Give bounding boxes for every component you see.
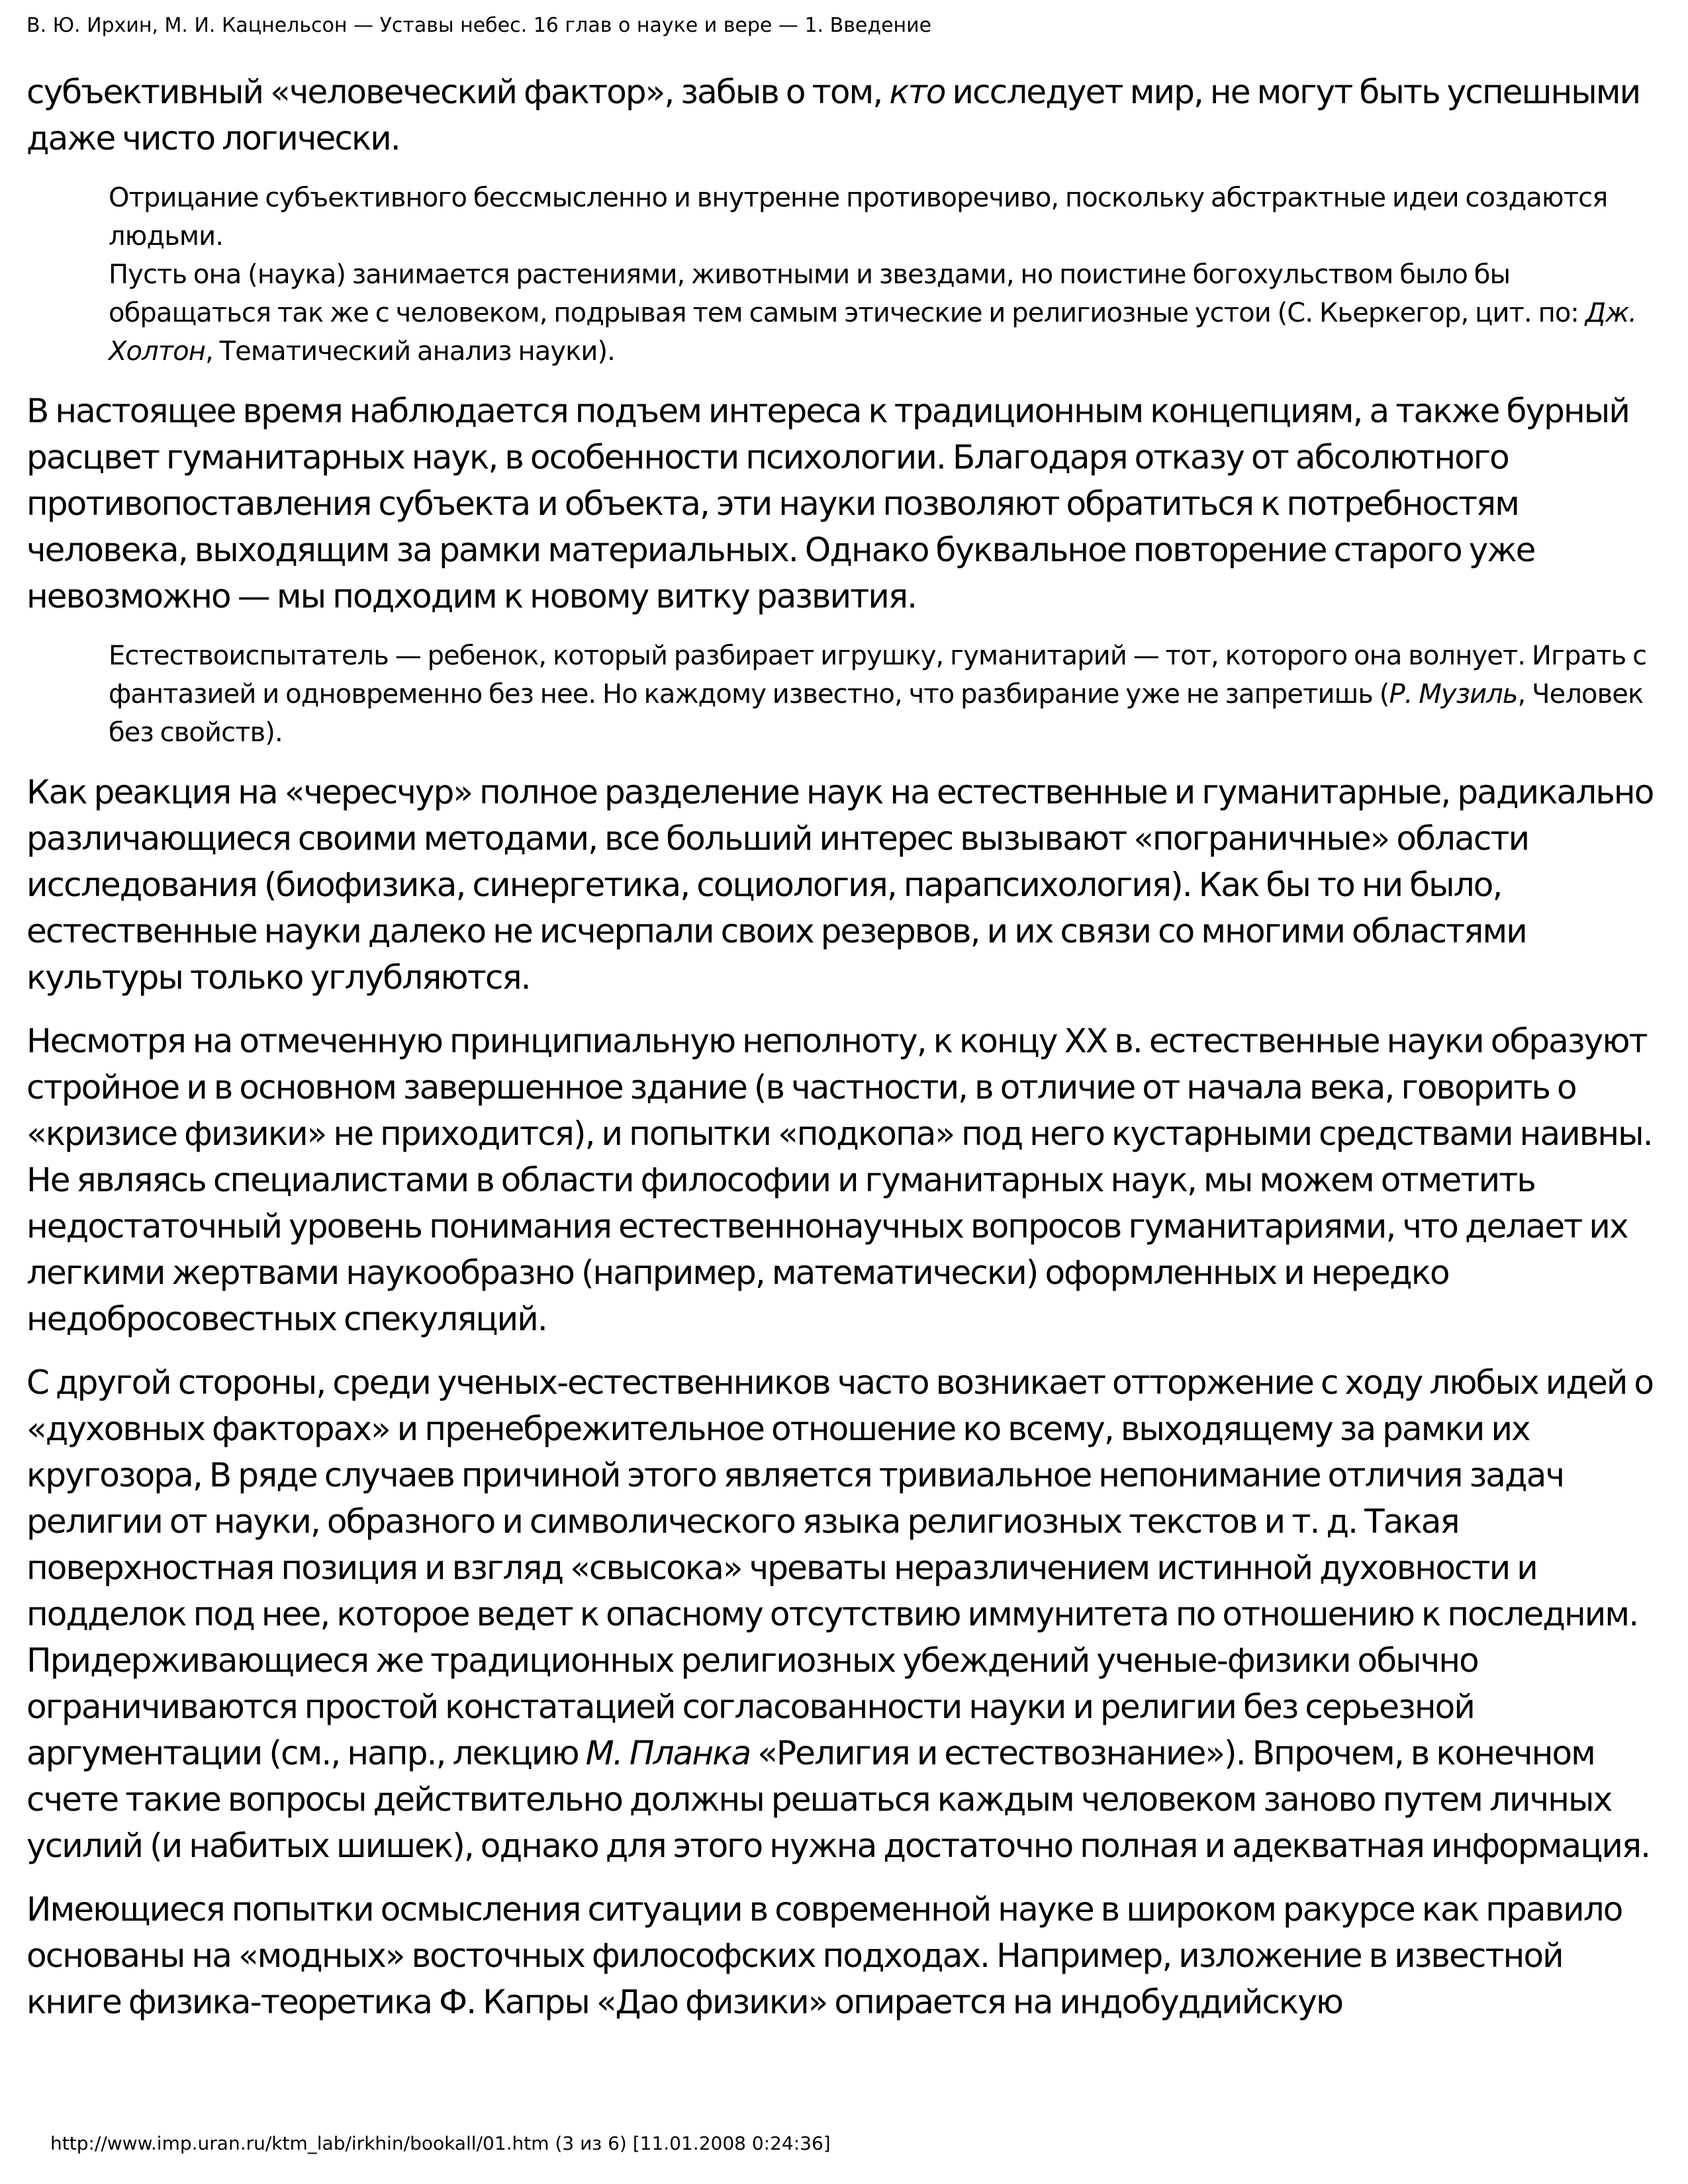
paragraph-5-text-c: «Религия и естествознание»). Впрочем, в конечном счете такие вопросы действительно должны решаться каждым человеком заново путем личных усилий (и набитых шишек), однако для этого нужна достаточно полная и адекватная информация. bbox=[26, 1734, 1650, 1865]
article-body bbox=[26, 69, 1662, 2042]
quote-1-line-2 bbox=[109, 255, 1662, 371]
paragraph-1-text-c: исследует мир, не могут быть успешными даже чисто логически. bbox=[26, 73, 1640, 158]
paragraph-6: Имеющиеся попытки осмысления ситуации в современной науке в широком ракурсе как правило основаны на «модных» восточных философских подходах. Например, изложение в известной книге физика-теоретика Ф. Капры «Дао физики» опирается на индобуддийскую bbox=[26, 1890, 1622, 2021]
paragraph-1-italic: кто bbox=[889, 73, 945, 111]
paragraph-5 bbox=[26, 1359, 1662, 1869]
paragraph-5-text-a: С другой стороны, среди ученых-естественников часто возникает отторжение с ходу любых идей о «духовных факторах» и пренебрежительное отношение ко всему, выходящему за рамки их кругозора, В ряде случаев причиной этого является тривиальное непонимание отличия задач религии от науки, образного и символического языка религиозных текстов и т. д. Такая поверхностная позиция и взгляд «свысока» чреваты неразличением истинной духовности и подделок под нее, которое ведет к опасному отсутствию иммунитета по отношению к последним. Придерживающиеся же традиционных религиозных убеждений ученые-физики обычно ограничиваются простой констатацией согласованности науки и религии без серьезной аргументации (см., напр., лекцию bbox=[26, 1363, 1654, 1772]
quote-1-text-c: , Тематический анализ науки). bbox=[205, 336, 615, 367]
quote-kierkegaard bbox=[109, 179, 1662, 371]
quote-1-author: Дж. Холтон bbox=[109, 298, 1637, 367]
page-header: В. Ю. Ирхин, М. И. Кацнельсон — Уставы небес. 16 глав о науке и вере — 1. Введение bbox=[26, 14, 932, 37]
paragraph-4: Несмотря на отмеченную принципиальную неполноту, к концу XX в. естественные науки образуют стройное и в основном завершенное здание (в частности, в отличие от начала века, говорить о «кризисе физики» не приходится), и попытки «подкопа» под него кустарными средствами наивны. Не являясь специалистами в области философии и гуманитарных наук, мы можем отметить недостаточный уровень понимания естественнонаучных вопросов гуманитариями, что делает их легкими жертвами наукообразно (например, математически) оформленных и нередко недобросовестных спекуляций. bbox=[26, 1022, 1652, 1338]
paragraph-3: Как реакция на «чересчур» полное разделение наук на естественные и гуманитарные, радикально различающиеся своими методами, все больший интерес вызывают «пограничные» области исследования (биофизика, синергетика, социология, парапсихология). Как бы то ни было, естественные науки далеко не исчерпали своих резервов, и их связи со многими областями культуры только углубляются. bbox=[26, 773, 1654, 997]
paragraph-1-text-a: субъективный «человеческий фактор», забыв о том, bbox=[26, 73, 890, 111]
quote-1-line-1: Отрицание субъективного бессмысленно и внутренне противоречиво, поскольку абстрактные идеи создаются людьми. bbox=[109, 183, 1608, 251]
paragraph-2: В настоящее время наблюдается подъем интереса к традиционным концепциям, а также бурный расцвет гуманитарных наук, в особенности психологии. Благодаря отказу от абсолютного противопоставления субъекта и объекта, эти науки позволяют обратиться к потребностям человека, выходящим за рамки материальных. Однако буквальное повторение старого уже невозможно — мы подходим к новому витку развития. bbox=[26, 392, 1629, 615]
quote-2-text bbox=[109, 637, 1662, 752]
quote-2-text-a: Естествоиспытатель — ребенок, который разбирает игрушку, гуманитарий — тот, которого она волнует. Играть с фантазией и одновременно без нее. Но каждому известно, что разбирание уже не запретишь ( bbox=[109, 641, 1647, 709]
paragraph-5-author: М. Планка bbox=[585, 1734, 751, 1772]
quote-musil bbox=[109, 637, 1662, 752]
quote-1-text-a: Пусть она (наука) занимается растениями, животными и звездами, но поистине богохульством было бы обращаться так же с человеком, подрывая тем самым этические и религиозные устои (С. Кьеркегор, цит. по: bbox=[109, 259, 1585, 328]
page-footer-url: http://www.imp.uran.ru/ktm_lab/irkhin/bookall/01.htm (3 из 6) [11.01.2008 0:24:36] bbox=[50, 2132, 831, 2154]
paragraph-1 bbox=[26, 69, 1662, 161]
quote-2-text-c: , Человек без свойств). bbox=[109, 679, 1644, 748]
quote-2-author: Р. Музиль bbox=[1389, 679, 1518, 709]
